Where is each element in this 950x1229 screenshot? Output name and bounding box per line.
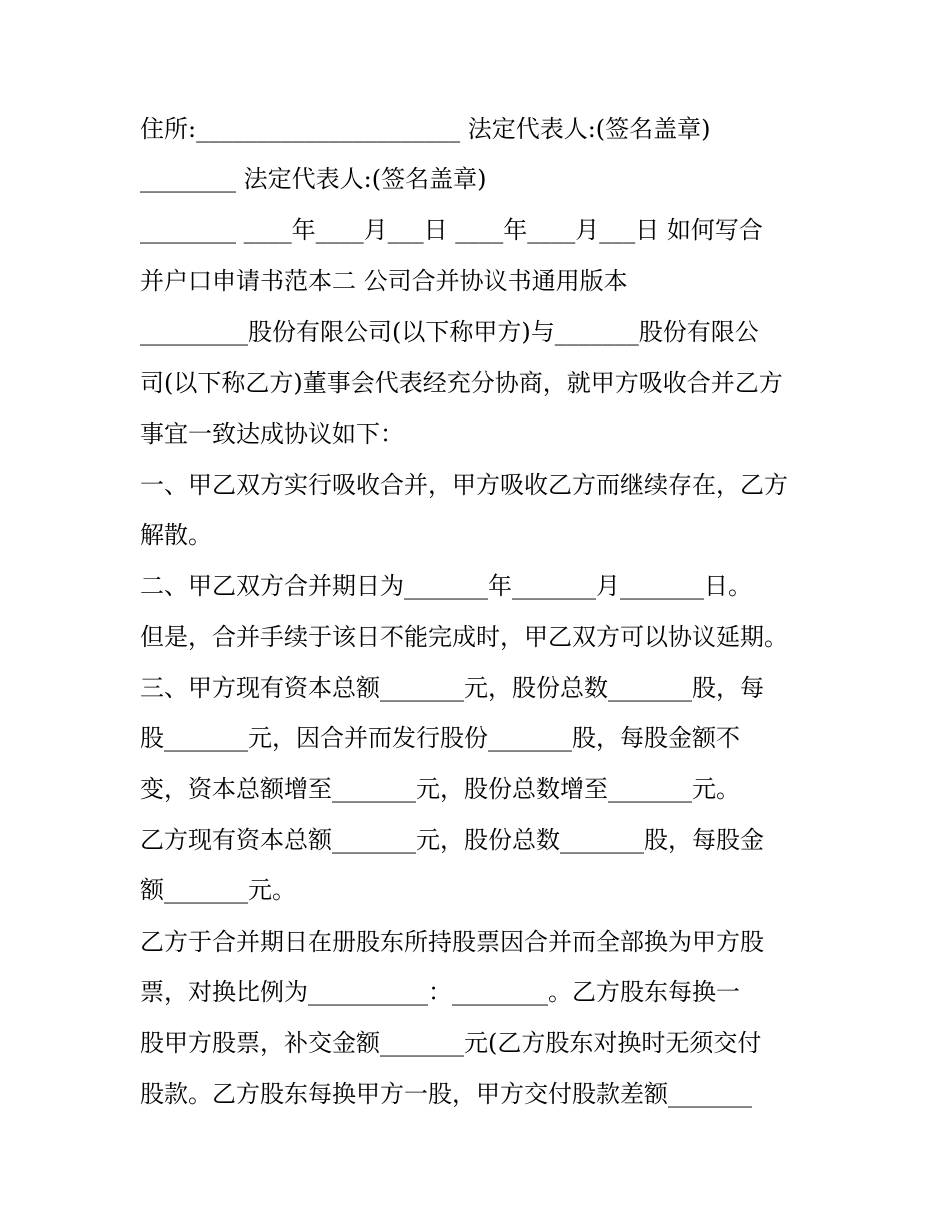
text-line: 解散。 bbox=[140, 521, 212, 549]
text-line: ________ ____年____月___日 ____年____月___日 如何写合 bbox=[140, 216, 763, 244]
text-line: 并户口申请书范本二 公司合并协议书通用版本 bbox=[140, 267, 628, 295]
text-line: 事宜一致达成协议如下： bbox=[140, 420, 404, 448]
text-line: 但是，合并手续于该日不能完成时，甲乙双方可以协议延期。 bbox=[140, 623, 788, 651]
text-line: ________ 法定代表人:(签名盖章) bbox=[140, 165, 487, 193]
text-line: 股款。乙方股东每换甲方一股，甲方交付股款差额_______ bbox=[140, 1080, 752, 1108]
text-line: 二、甲乙双方合并期日为_______年_______月_______日。 bbox=[140, 572, 752, 600]
text-line: _________股份有限公司(以下称甲方)与_______股份有限公 bbox=[140, 318, 759, 346]
text-line: 一、甲乙双方实行吸收合并，甲方吸收乙方而继续存在，乙方 bbox=[140, 471, 788, 499]
text-line: 住所:______________________ 法定代表人:(签名盖章) bbox=[140, 115, 711, 143]
text-line: 股_______元，因合并而发行股份_______股，每股金额不 bbox=[140, 724, 740, 752]
text-line: 乙方于合并期日在册股东所持股票因合并而全部换为甲方股 bbox=[140, 928, 764, 956]
text-line: 额_______元。 bbox=[140, 876, 296, 904]
text-line: 股甲方股票，补交金额_______元(乙方股东对换时无须交付 bbox=[140, 1029, 762, 1057]
text-line: 乙方现有资本总额_______元，股份总数_______股，每股金 bbox=[140, 826, 764, 854]
text-line: 司(以下称乙方)董事会代表经充分协商，就甲方吸收合并乙方 bbox=[140, 369, 783, 397]
text-line: 票，对换比例为__________：________。乙方股东每换一 bbox=[140, 978, 740, 1006]
text-line: 三、甲方现有资本总额_______元，股份总数_______股，每 bbox=[140, 674, 764, 702]
text-line: 变，资本总额增至_______元，股份总数增至_______元。 bbox=[140, 775, 740, 803]
